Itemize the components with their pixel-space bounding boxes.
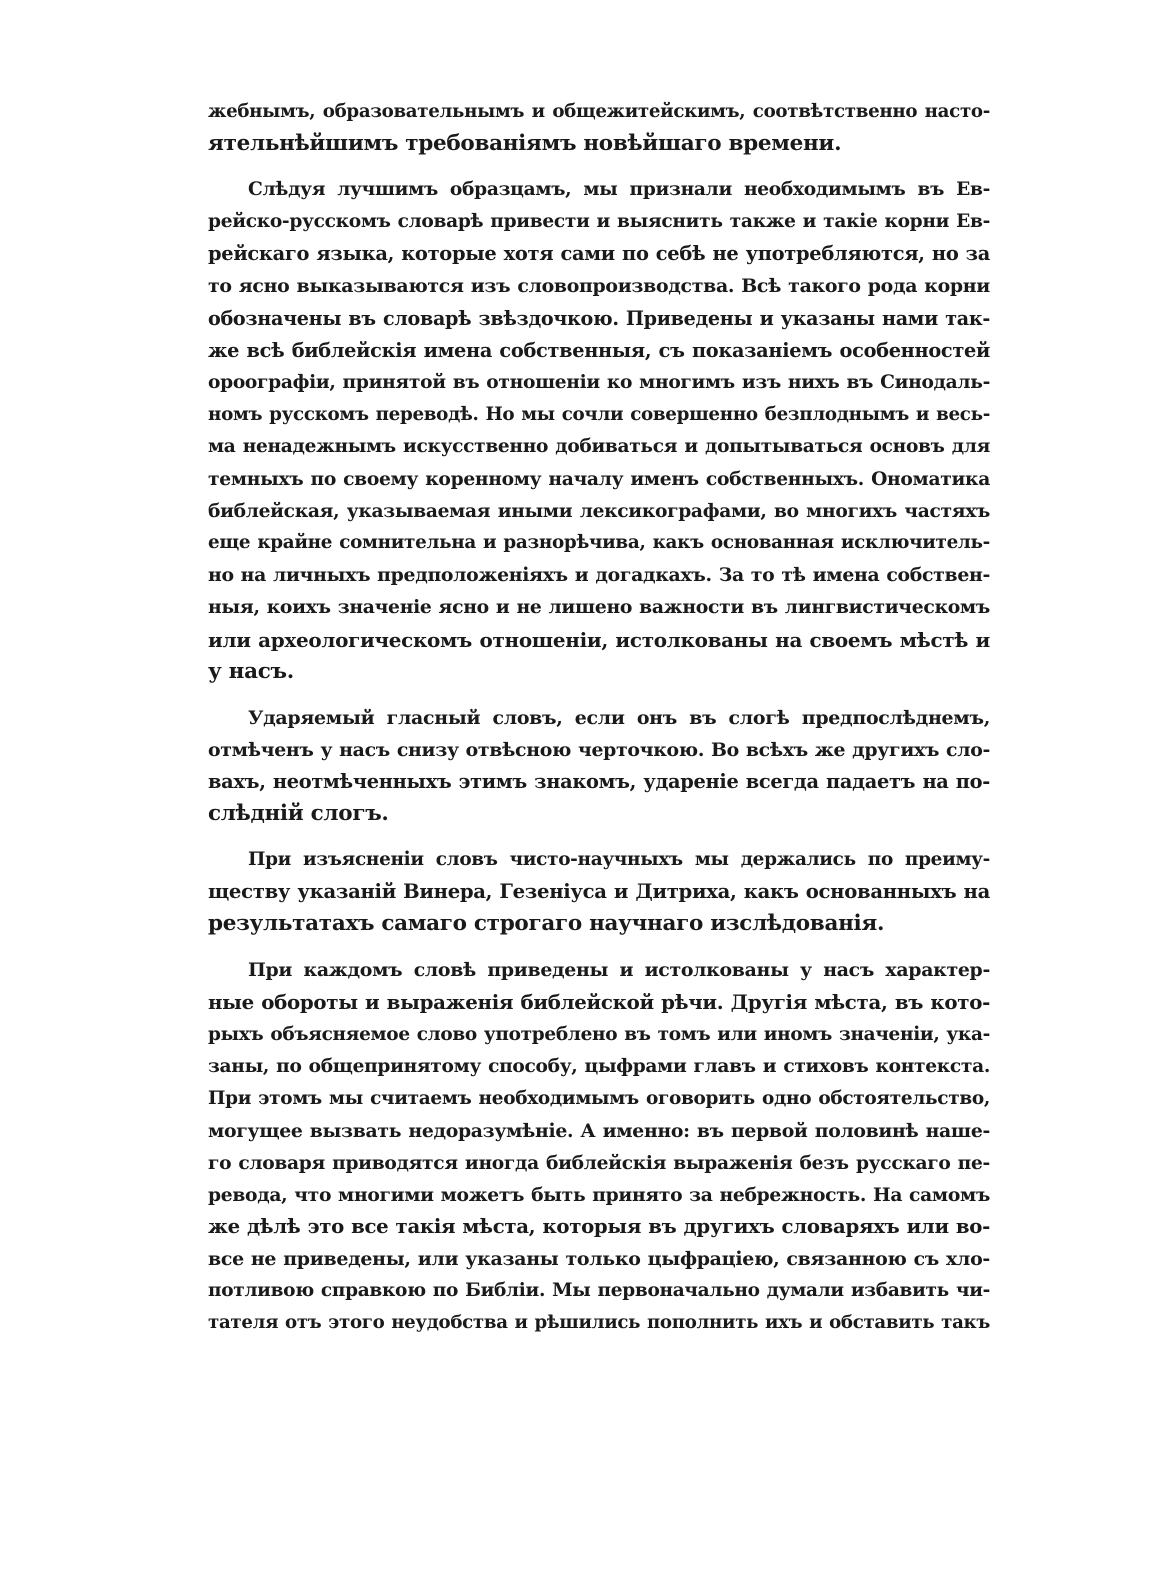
text-line: рейско-русскомъ словарѣ привести и выяснить также и такіе корни Ев- — [208, 211, 990, 233]
text-line: но на личныхъ предположеніяхъ и догадкахъ. За то тѣ имена собствен- — [208, 564, 990, 587]
text-line: потливою справкою по Библіи. Мы первоначально думали избавить чи- — [208, 1280, 990, 1302]
text-line: При этомъ мы считаемъ необходимымъ оговорить одно обстоятельство, — [208, 1087, 990, 1109]
text-line: ороографіи, принятой въ отношеніи ко многимъ изъ нихъ въ Синодаль- — [208, 371, 990, 393]
text-line: жебнымъ, образовательнымъ и общежитейскимъ, соотвѣтственно насто- — [208, 101, 990, 122]
text-line: ные обороты и выраженія библейской рѣчи. Другія мѣста, въ кото- — [208, 990, 990, 1015]
paragraph — [208, 844, 990, 940]
text-line: еще крайне сомнительна и разнорѣчива, какъ основанная исключитель- — [208, 532, 990, 554]
text-line: или археологическомъ отношеніи, истолкованы на своемъ мѣстѣ и — [208, 627, 990, 652]
text-line: ятельнѣйшимъ требованіямъ новѣйшаго времени. — [208, 131, 842, 157]
text-line: При каждомъ словѣ приведены и истолкованы у насъ характер- — [248, 959, 990, 982]
text-line: рейскаго языка, которые хотя сами по себѣ не употребляются, но за — [208, 242, 990, 266]
text-line: результатахъ самаго строгаго научнаго изслѣдованія. — [208, 911, 885, 937]
text-line: все не приведены, или указаны только цыфраціею, связанною съ хло- — [208, 1248, 990, 1271]
text-line: Ударяемый гласный словъ, если онъ въ слогѣ предпослѣднемъ, — [248, 706, 990, 729]
text-line: заны, по общепринятому способу, цыфрами главъ и стиховъ контекста. — [208, 1055, 990, 1077]
text-line: слѣдній слогъ. — [208, 800, 389, 826]
text-line: ревода, что многими можетъ быть принято за небрежность. На самомъ — [208, 1184, 990, 1206]
body-text — [208, 96, 990, 1339]
paragraph — [208, 174, 990, 688]
text-line: же всѣ библейскія имена собственныя, съ показаніемъ особенностей — [208, 338, 990, 362]
text-line: отмѣченъ у насъ снизу отвѣсною черточкою. Во всѣхъ же другихъ сло- — [208, 738, 990, 761]
text-line: у насъ. — [208, 658, 294, 684]
text-line: тателя отъ этого неудобства и рѣшились пополнить ихъ и обставить такъ — [208, 1312, 990, 1334]
text-line: номъ русскомъ переводѣ. Но мы сочли совершенно безплоднымъ и весь- — [208, 403, 990, 425]
text-line: темныхъ по своему коренному началу именъ собственныхъ. Ономатика — [208, 468, 990, 491]
text-line: Слѣдуя лучшимъ образцамъ, мы признали необходимымъ въ Ев- — [248, 179, 990, 201]
text-line: могущее вызвать недоразумѣніе. А именно: въ первой половинѣ наше- — [208, 1119, 990, 1142]
text-line: библейская, указываемая иными лексикографами, во многихъ частяхъ — [208, 500, 990, 523]
paragraph — [208, 702, 990, 830]
paragraph — [208, 954, 990, 1339]
text-line: обозначены въ словарѣ звѣздочкою. Приведены и указаны нами так- — [208, 306, 990, 330]
text-line: же дѣлѣ это все такія мѣста, которыя въ другихъ словаряхъ или во- — [208, 1215, 990, 1239]
text-line: вахъ, неотмѣченныхъ этимъ знакомъ, удареніе всегда падаетъ на по- — [208, 769, 990, 793]
text-line: го словаря приводятся иногда библейскія выраженія безъ русскаго пе- — [208, 1151, 990, 1174]
text-line: то ясно выказываются изъ словопроизводства. Всѣ такого рода корни — [208, 275, 990, 298]
paragraph — [208, 96, 990, 160]
text-line: ныя, коихъ значеніе ясно и не лишено важности въ лингвистическомъ — [208, 596, 990, 619]
text-line: ществу указаній Винера, Гезеніуса и Дитриха, какъ основанныхъ на — [208, 880, 990, 904]
text-line: рыхъ объясняемое слово употреблено въ томъ или иномъ значеніи, ука- — [208, 1023, 990, 1045]
text-line: ма ненадежнымъ искусственно добиваться и допытываться основъ для — [208, 435, 990, 457]
text-line: При изъясненіи словъ чисто-научныхъ мы держались по преиму- — [248, 849, 990, 871]
